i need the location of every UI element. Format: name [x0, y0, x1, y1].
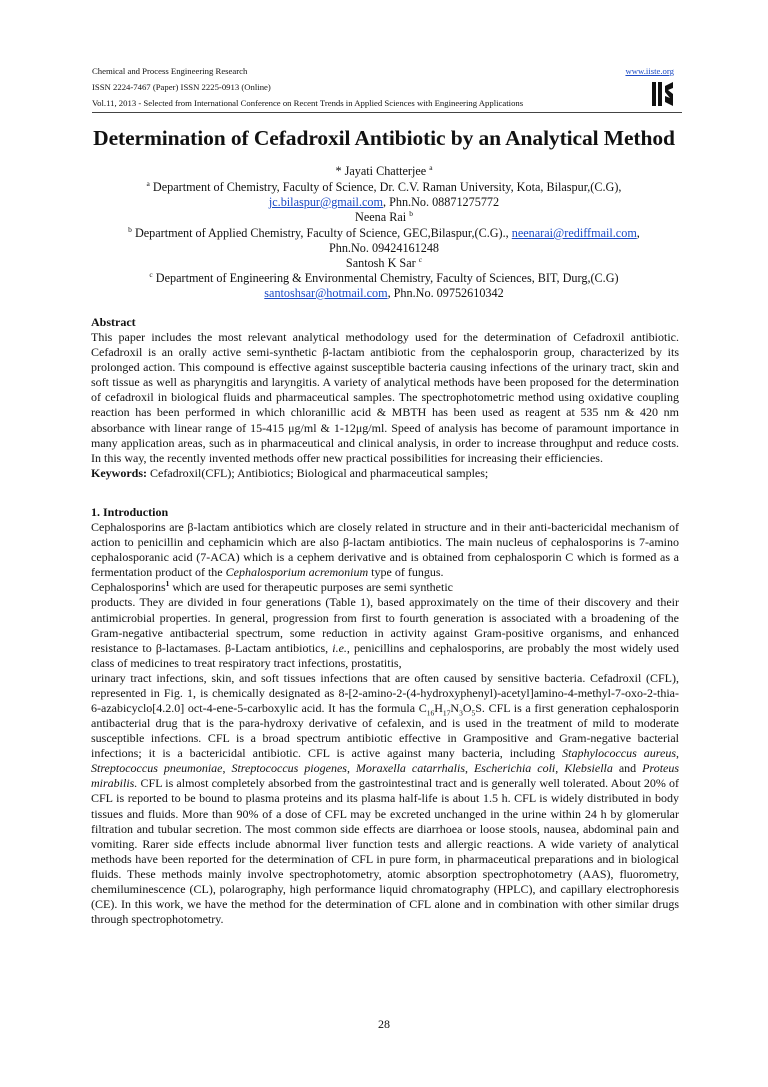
header-rule — [92, 112, 682, 113]
affiliation-b: $^b$ Department of Applied Chemistry, Faculty of Science, GEC,Bilaspur,(C.G)., neenarai@rediffmail.com, — [128, 225, 640, 240]
affiliation-b-phone: Phn.No. 09424161248 — [328, 241, 440, 255]
intro-paragraph-4: urinary tract infections, skin, and soft tissues infections that are often caused by sensitive bacteria. Cefadroxil (CFL), represented in Fig. 1, is chemically designated as 8-[2-amino-2-(4-hydroxyphenyl)-acetyl]amino-4-methyl-7-oxo-2-thia-6-azabicyclo[4.2.0] oct-4-ene-5-carboxylic acid. It has the formula $C_{16}H_{17}N_3O_5S$. CFL is a first generation cephalosporin antibacterial drug that is the para-hydroxy derivative of cefalexin, and is used in the treatment of mild to moderate susceptible infections. CFL is a broad spectrum antibiotic effective in Grampositive and Gram-negative bacterial infections; it is a bactericidal antibiotic. CFL is active against many bacteria, including Staphylococcus aureus, Streptococcus pneumoniae, Streptococcus piogenes, Moraxella catarrhalis, Escherichia coli, Klebsiella and Proteus mirabilis. CFL is almost completely absorbed from the gastrointestinal tract and is generally well tolerated. About 20% of CFL is reported to be bound to plasma proteins and its plasma half-life is about 1.5 h. CFL is widely distributed in body tissues and fluids. More than 90% of a dose of CFL may be excreted unchanged in the urine within 24 h by glomerular filtration and tubular secretion. The most common side effects are diarrhoea or loose stools, nausea, abdominal pain and vomiting. Rarer side effects include abnormal liver function tests and allergic reactions. A wide variety of analytical methods have been reported for the determination of CFL in pure form, in pharmaceutical preparations and in biological fluids. These methods mainly involve spectrophotometry, atomic absorption spectrophotometry (AAS), fluorometry, chemiluminescence (CL), polarography, high performance liquid chromatography (HPLC), and capillary electrophoresis (CE). In this work, we have the method for the determination of CFL alone and in combination with other similar drugs through spectrophotometry. — [91, 670, 680, 927]
affiliation-a-contact: jc.bilaspur@gmail.com, Phn.No. 08871275772 — [268, 195, 500, 209]
affiliation-a: $^a$ Department of Chemistry, Faculty of Science, Dr. C.V. Raman University, Kota, Bilaspur,(C.G), — [146, 179, 622, 194]
introduction-section — [91, 505, 679, 927]
intro-paragraph-1: Cephalosporins are β-lactam antibiotics which are closely related in structure and in their anti-bactericidal mechanism of action to penicillin and cephamicin which are also β-lactam antibiotics. The main nucleus of cephalosporins is 7-amino cephalosporanic acid (7-ACA) which is a cephem derivative and is obtained from cephalosporin C which is formed as a fermentation product of the Cephalosporium acremonium type of fungus. — [91, 520, 679, 580]
journal-name: Chemical and Process Engineering Research — [92, 66, 248, 76]
volume-line: Vol.11, 2013 - Selected from International Conference on Recent Trends in Applied Sciences with Engineering Applications — [92, 98, 524, 108]
journal-url-link[interactable]: www.iiste.org — [625, 66, 674, 76]
author-2: Neena Rai $^b$ — [355, 209, 413, 224]
email-link-a[interactable]: jc.bilaspur@gmail.com — [268, 195, 383, 209]
page-number: 28 — [378, 1017, 390, 1031]
author-3: Santosh K Sar $^c$ — [345, 255, 423, 270]
iiste-logo — [651, 80, 677, 108]
affiliation-c-contact: santoshsar@hotmail.com, Phn.No. 09752610342 — [264, 286, 504, 300]
affiliation-c: $^c$ Department of Engineering & Environmental Chemistry, Faculty of Sciences, BIT, Durg,(C.G) — [149, 270, 619, 285]
email-link-c[interactable]: santoshsar@hotmail.com — [264, 286, 388, 300]
paper-title: Determination of Cefadroxil Antibiotic by an Analytical Method — [93, 126, 675, 150]
abstract-section — [91, 315, 679, 481]
introduction-heading: 1. Introduction — [91, 505, 169, 519]
author-1: * Jayati Chatterjee $^a$ — [335, 163, 433, 178]
intro-paragraph-3: products. They are divided in four generations (Table 1), based approximately on the time of their discovery and their antimicrobial properties. In general, progression from first to fourth generation is associated with a broadening of the Gram-negative antibacterial spectrum, some reduction in activity against Gram-positive organisms, and enhanced resistance to β-lactamases. β-Lactam antibiotics, i.e., penicillins and cephalosporins, are probably the most widely used class of medicines to treat respiratory tract infections, prostatitis, — [91, 595, 679, 670]
issn-line: ISSN 2224-7467 (Paper) ISSN 2225-0913 (Online) — [92, 82, 271, 92]
abstract-text: This paper includes the most relevant analytical methodology used for the determination of Cefadroxil antibiotic. Cefadroxil is an orally active semi-synthetic β-lactam antibiotic from the cephalosporin group, characterized by its prolonged action. This compound is effective against susceptible bacteria causing infections of the urinary tract, skin and soft tissue as well as pharyngitis and laryngitis. A variety of analytical methods have been proposed for the determination of cefadroxil in biological fluids and pharmaceutical samples. The spectrophotometric method using oxidative coupling reaction has been performed in which chloranillic acid & MBTH has been used as reagent at 535 nm & 420 nm absorbance with linear range of 15-415 μg/ml & 1-12μg/ml. Speed of analysis has become of paramount importance in many application areas, such as in pharmaceutical and clinical analysis, in order to increase throughput and reduce costs. In this way, the recently invented methods offer new practical possibilities for increasing their efficiencies. — [91, 330, 679, 465]
intro-paragraph-2: Cephalosporins$^1$ which are used for therapeutic purposes are semi synthetic — [91, 579, 453, 595]
email-link-b[interactable]: neenarai@rediffmail.com — [511, 226, 637, 240]
keywords-line: Keywords: Cefadroxil(CFL); Antibiotics; Biological and pharmaceutical samples; — [91, 465, 489, 480]
abstract-heading: Abstract — [91, 315, 136, 329]
